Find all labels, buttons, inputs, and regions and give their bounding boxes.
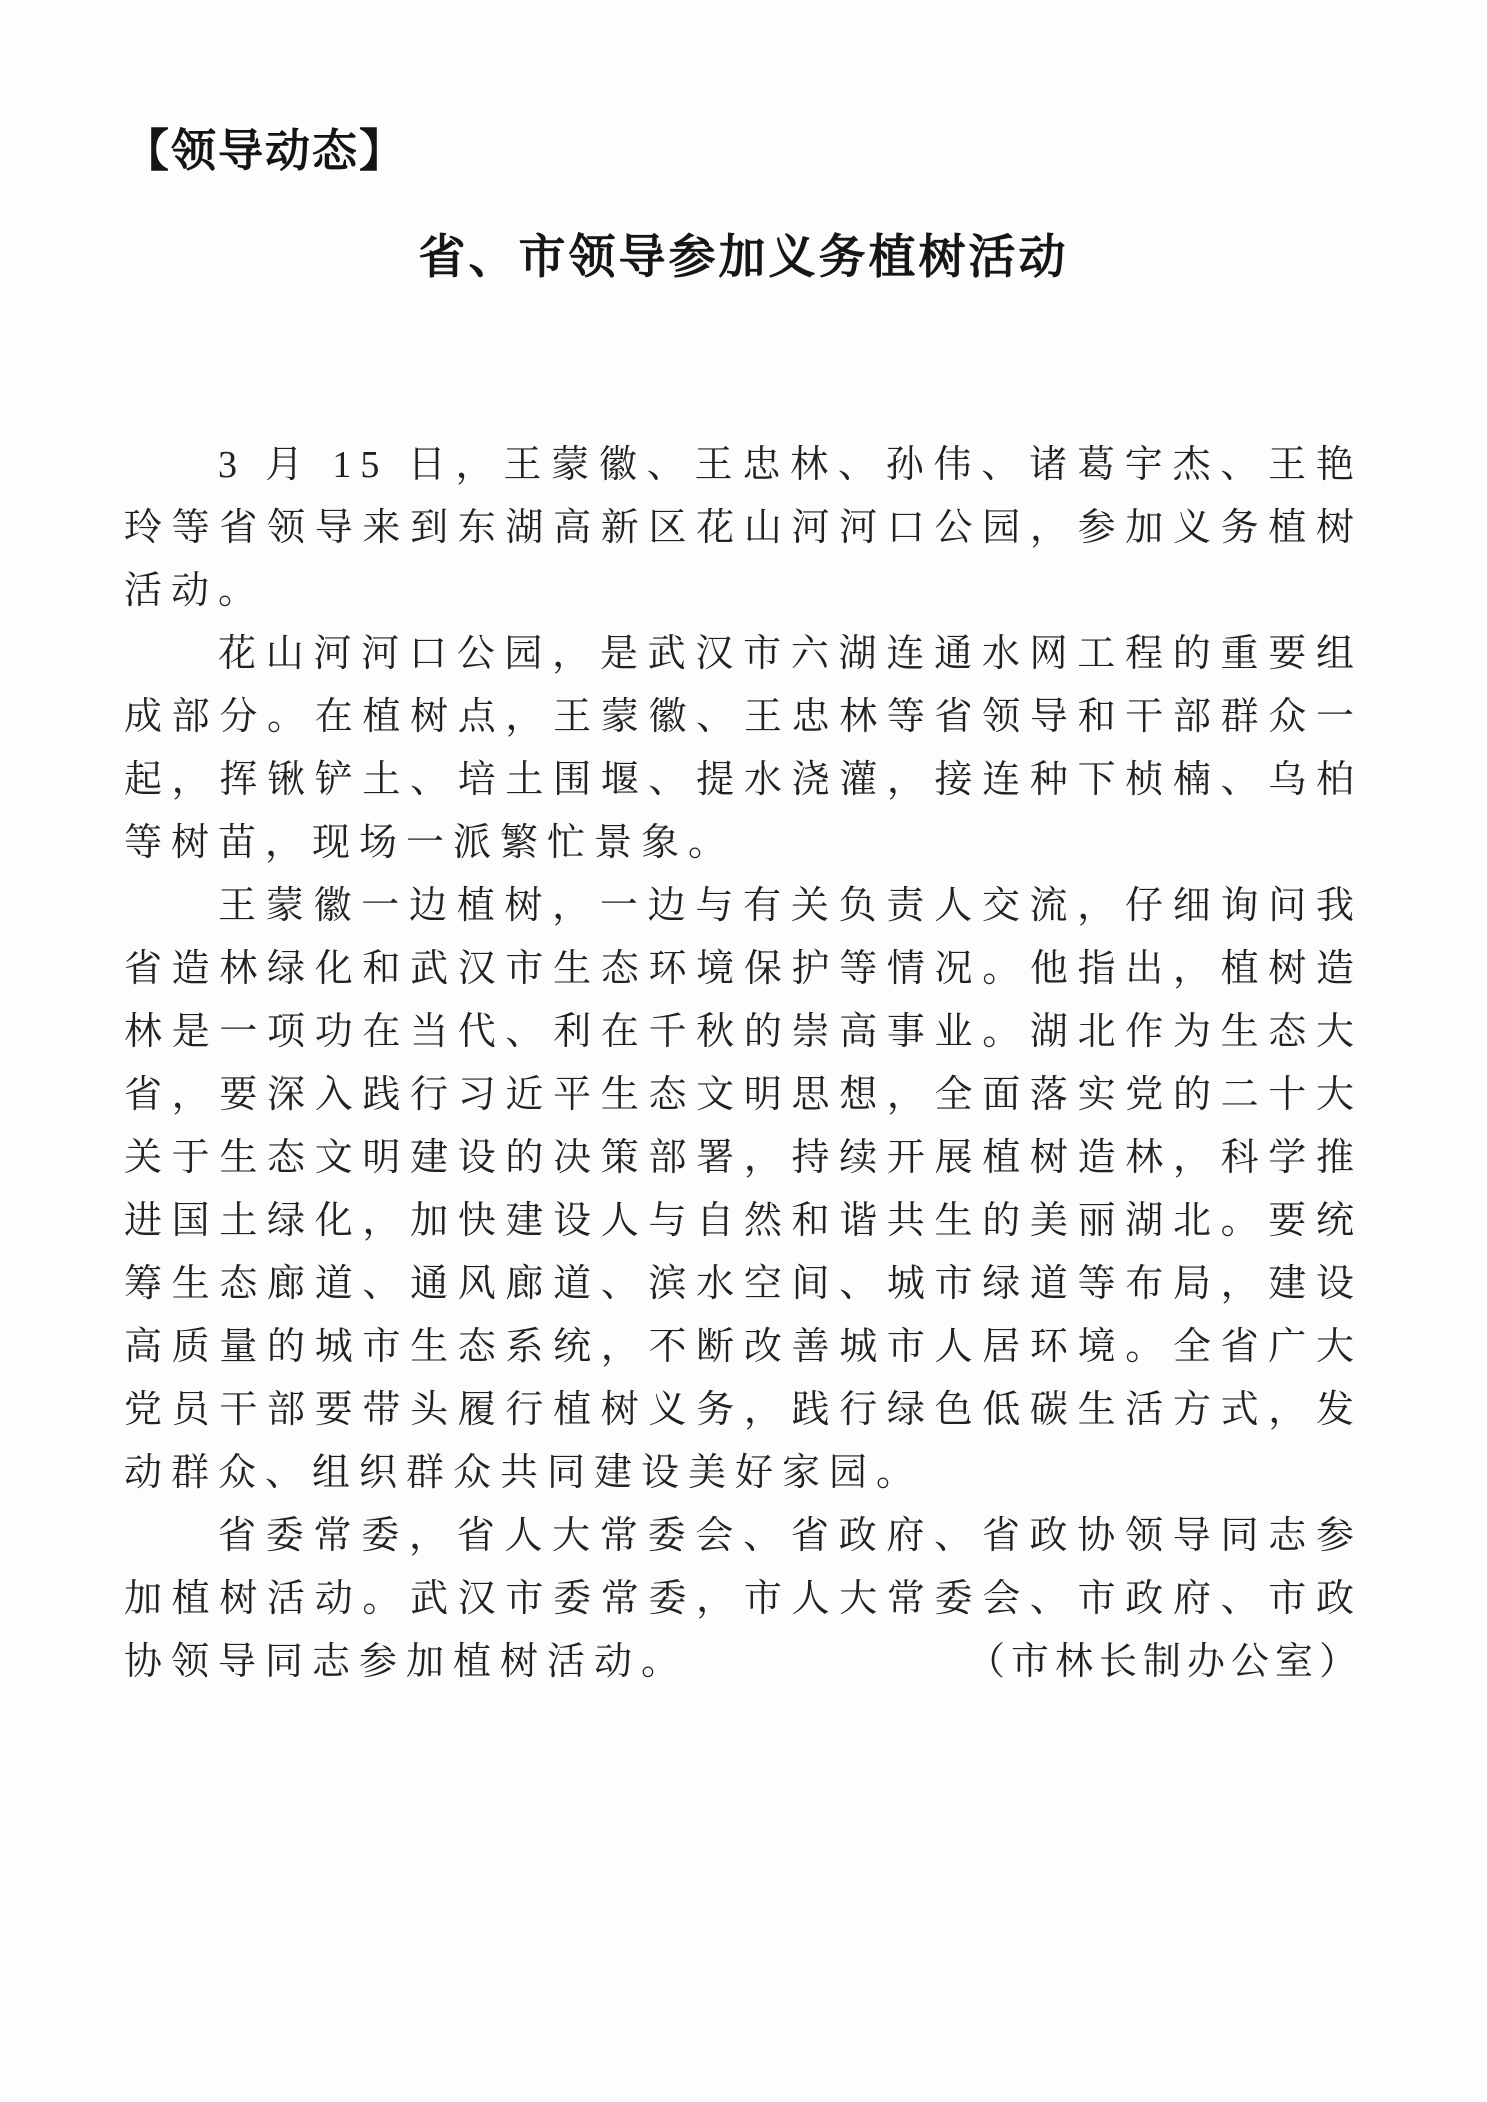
paragraph-2: 花山河河口公园，是武汉市六湖连通水网工程的重要组成部分。在植树点，王蒙徽、王忠林等省领导和干部群众一起，挥锹铲土、培土围堰、提水浇灌，接连种下桢楠、乌柏等树苗，现场一派繁忙景象。	[124, 633, 1363, 864]
document-title: 省、市领导参加义务植树活动	[418, 232, 1069, 284]
document-body	[124, 434, 1363, 1694]
signature: （市林长制办公室）	[966, 1641, 1363, 1683]
paragraph-1: 3 月 15 日，王蒙徽、王忠林、孙伟、诸葛宇杰、王艳玲等省领导来到东湖高新区花山河河口公园，参加义务植树活动。	[124, 444, 1363, 612]
paragraph-4	[124, 1505, 1363, 1694]
paragraph-4-text: 省委常委，省人大常委会、省政府、省政协领导同志参加植树活动。武汉市委常委，市人大常委会、市政府、市政协领导同志参加植树活动。	[124, 1515, 1363, 1683]
section-header: 【领导动态】	[124, 126, 407, 176]
paragraph-3: 王蒙徽一边植树，一边与有关负责人交流，仔细询问我省造林绿化和武汉市生态环境保护等情况。他指出，植树造林是一项功在当代、利在千秋的崇高事业。湖北作为生态大省，要深入践行习近平生态文明思想，全面落实党的二十大关于生态文明建设的决策部署，持续开展植树造林，科学推进国土绿化，加快建设人与自然和谐共生的美丽湖北。要统筹生态廊道、通风廊道、滨水空间、城市绿道等布局，建设高质量的城市生态系统，不断改善城市人居环境。全省广大党员干部要带头履行植树义务，践行绿色低碳生活方式，发动群众、组织群众共同建设美好家园。	[124, 885, 1363, 1494]
